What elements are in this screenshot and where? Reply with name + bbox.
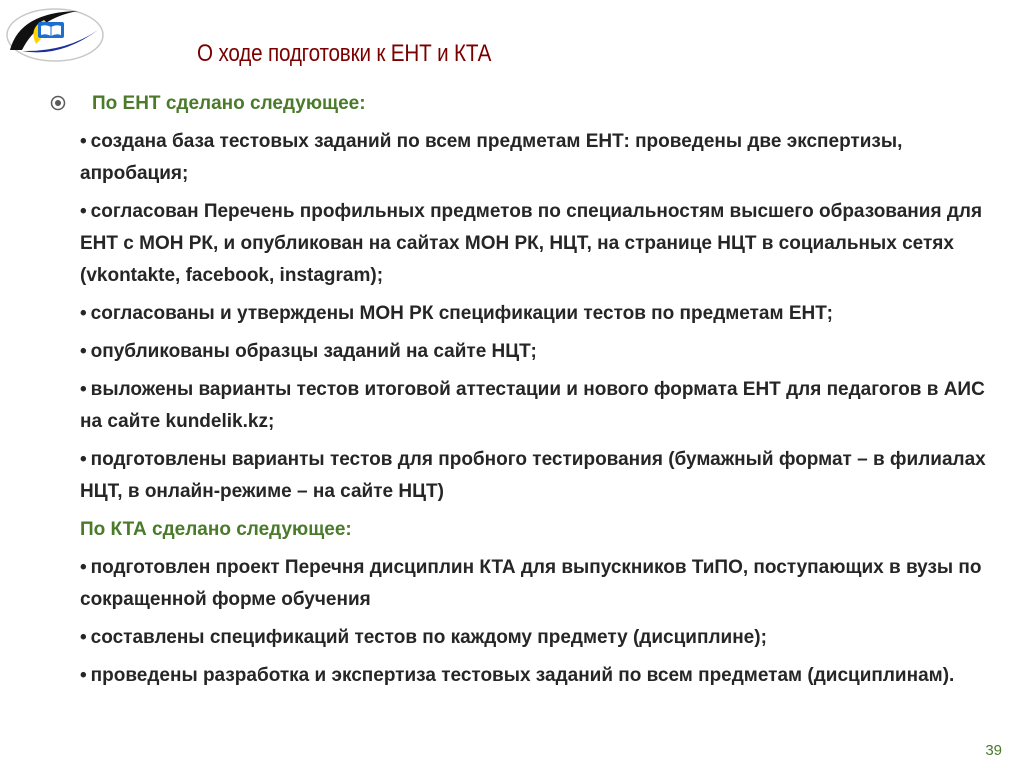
slide-content	[80, 88, 1000, 698]
list-item: • подготовлен проект Перечня дисциплин КТА для выпускников ТиПО, поступающих в вузы по сокращенной форме обучения	[80, 557, 982, 610]
list-item: • проведены разработка и экспертиза тестовых заданий по всем предметам (дисциплинам).	[80, 665, 955, 686]
page-number: 39	[985, 742, 1002, 759]
list-item: • выложены варианты тестов итоговой аттестации и нового формата ЕНТ для педагогов в АИС на сайте kundelik.kz;	[80, 379, 985, 432]
ent-section-heading	[80, 88, 1000, 120]
book-logo-icon	[0, 4, 104, 64]
logo	[0, 4, 104, 64]
slide-title: О ходе подготовки к ЕНТ и КТА	[197, 40, 492, 67]
list-item: • согласован Перечень профильных предметов по специальностям высшего образования для ЕНТ с МОН РК, и опубликован на сайтах МОН РК, НЦТ, на странице НЦТ в социальных сетях (vkontakte, facebook, instagram);	[80, 201, 983, 286]
list-item: • составлены спецификаций тестов по каждому предмету (дисциплине);	[80, 627, 767, 648]
list-item: • согласованы и утверждены МОН РК спецификации тестов по предметам ЕНТ;	[80, 303, 833, 324]
list-item: • создана база тестовых заданий по всем предметам ЕНТ: проведены две экспертизы, апробация;	[80, 131, 903, 184]
target-bullet-icon	[50, 95, 66, 111]
list-item: • подготовлены варианты тестов для пробного тестирования (бумажный формат – в филиалах НЦТ, в онлайн-режиме – на сайте НЦТ)	[80, 449, 986, 502]
list-item: • опубликованы образцы заданий на сайте НЦТ;	[80, 341, 537, 362]
ent-heading-text: По ЕНТ сделано следующее:	[92, 93, 366, 114]
kta-section-heading: По КТА сделано следующее:	[80, 519, 352, 540]
